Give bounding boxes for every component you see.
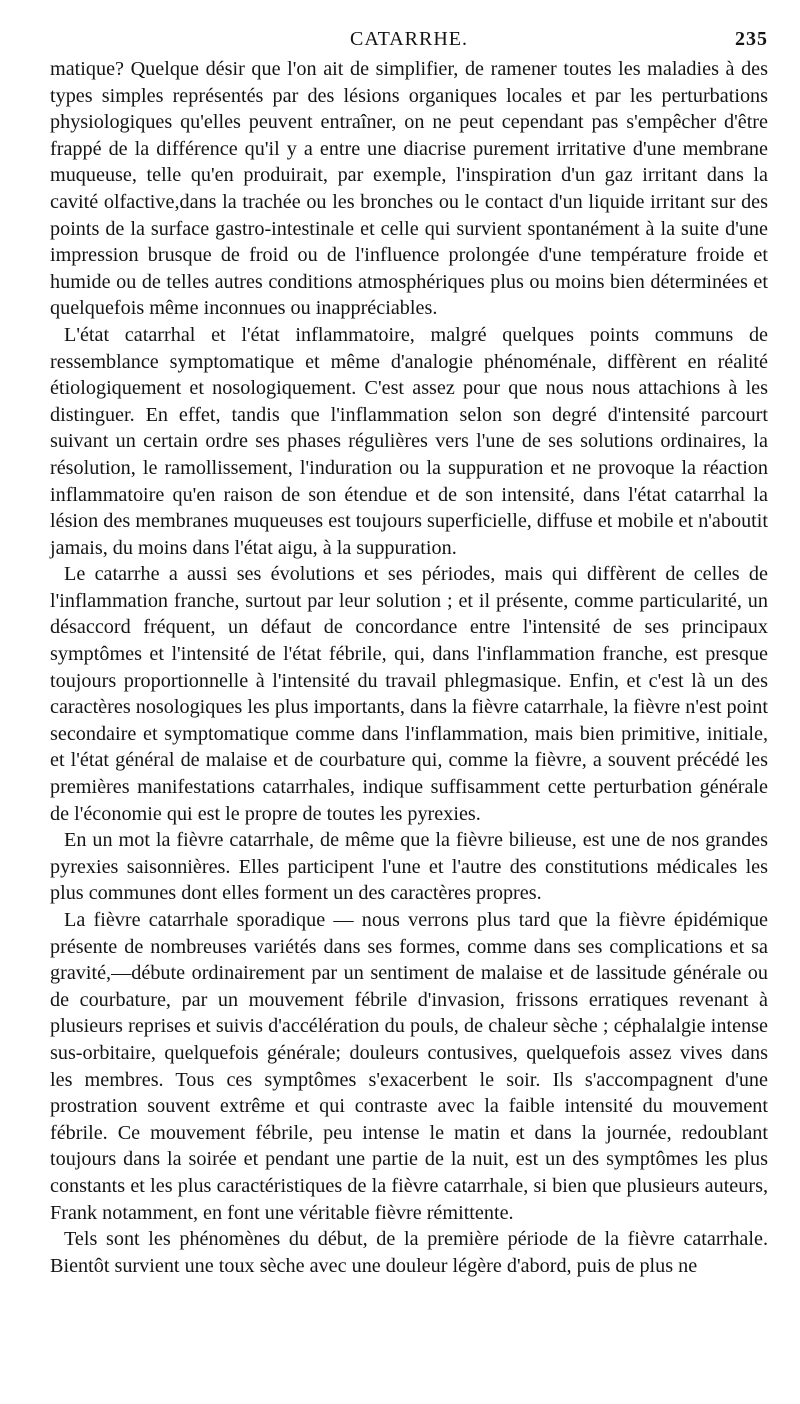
running-head	[50, 22, 768, 56]
paragraph-onset-phenomena: Tels sont les phénomènes du début, de la première période de la fièvre catarrhale. Bientôt survient une toux sèche avec une douleur légère d'abord, puis de plus ne	[50, 1228, 768, 1277]
paragraph-seasonal-pyrexies: En un mot la fièvre catarrhale, de même que la fièvre bilieuse, est une de nos grandes pyrexies saisonnières. Elles participent l'une et l'autre des constitutions médicales les plus communes dont elles forment un des caractères propres.	[50, 829, 768, 905]
book-page	[50, 22, 768, 1279]
paragraph-catarrhal-vs-inflammatory: L'état catarrhal et l'état inflammatoire, malgré quelques points communs de ressemblance symptomatique et même d'analogie phénoménale, diffèrent en réalité étiologiquement et nosologiquement. C'est assez pour que nous nous attachions à les distinguer. En effet, tandis que l'inflammation selon son degré d'intensité parcourt suivant un certain ordre ses phases régulières vers l'une de ses solutions ordinaires, la résolution, le ramollissement, l'induration ou la suppuration et ne provoque la réaction inflammatoire qu'en raison de son étendue et de son intensité, dans l'état catarrhal la lésion des membranes muqueuses est toujours superficielle, diffuse et mobile et n'aboutit jamais, du moins dans l'état aigu, à la suppuration.	[50, 323, 768, 559]
paragraph-catarrh-evolutions: Le catarrhe a aussi ses évolutions et ses périodes, mais qui diffèrent de celles de l'inflammation franche, surtout par leur solution ; et il présente, comme particularité, un désaccord fréquent, un défaut de concordance entre l'intensité de ses principaux symptômes et l'intensité de l'état fébrile, qui, dans l'inflammation franche, est presque toujours proportionnelle à l'intensité du travail phlegmasique. Enfin, et c'est là un des caractères nosologiques les plus importants, dans la fièvre catarrhale, la fièvre n'est point secondaire et symptomatique comme dans l'inflammation, mais bien primitive, initiale, et l'état général de malaise et de courbature qui, comme la fièvre, a souvent précédé les premières manifestations catarrhales, indique suffisamment cette perturbation générale de l'économie qui est le propre de toutes les pyrexies.	[50, 563, 768, 825]
running-title: CATARRHE.	[350, 28, 468, 50]
paragraph-continuation: matique? Quelque désir que l'on ait de simplifier, de ramener toutes les maladies à des types simples représentés par des lésions organiques locales et par les perturbations physiologiques qu'elles peuvent entraîner, on ne peut cependant pas s'empêcher d'être frappé de la différence qu'il y a entre une diacrise purement irritative d'une membrane muqueuse, telle qu'en produirait, par exemple, l'inspiration d'un gaz irritant dans la cavité olfactive,dans la trachée ou les bronches ou le contact d'un liquide irritant sur des points de la surface gastro-intestinale et celle qui survient spontanément à la suite d'une impression brusque de froid ou de l'influence prolongée d'une température froide et humide ou de telles autres conditions atmosphériques plus ou moins bien déterminées et quelquefois même inconnues ou inappréciables.	[50, 58, 768, 320]
body-text	[50, 56, 768, 1279]
page-number: 235	[735, 28, 768, 50]
paragraph-sporadic-fever: La fièvre catarrhale sporadique — nous verrons plus tard que la fièvre épidémique présente de nombreuses variétés dans ses formes, comme dans ses complications et sa gravité,—débute ordinairement par un sentiment de malaise et de lassitude générale ou de courbature, par un mouvement fébrile d'invasion, frissons erratiques revenant à plusieurs reprises et suivis d'accélération du pouls, de chaleur sèche ; céphalalgie intense sus-orbitaire, quelquefois générale; douleurs contusives, quelquefois assez vives dans les membres. Tous ces symptômes s'exacerbent le soir. Ils s'accompagnent d'une prostration souvent extrême et qui contraste avec la faible intensité du mouvement fébrile. Ce mouvement fébrile, peu intense le matin et dans la journée, redoublant toujours dans la soirée et pendant une partie de la nuit, est un des symptômes les plus constants et les plus caractéristiques de la fièvre catarrhale, si bien que plusieurs auteurs, Frank notamment, en font une véritable fièvre rémittente.	[50, 909, 768, 1224]
